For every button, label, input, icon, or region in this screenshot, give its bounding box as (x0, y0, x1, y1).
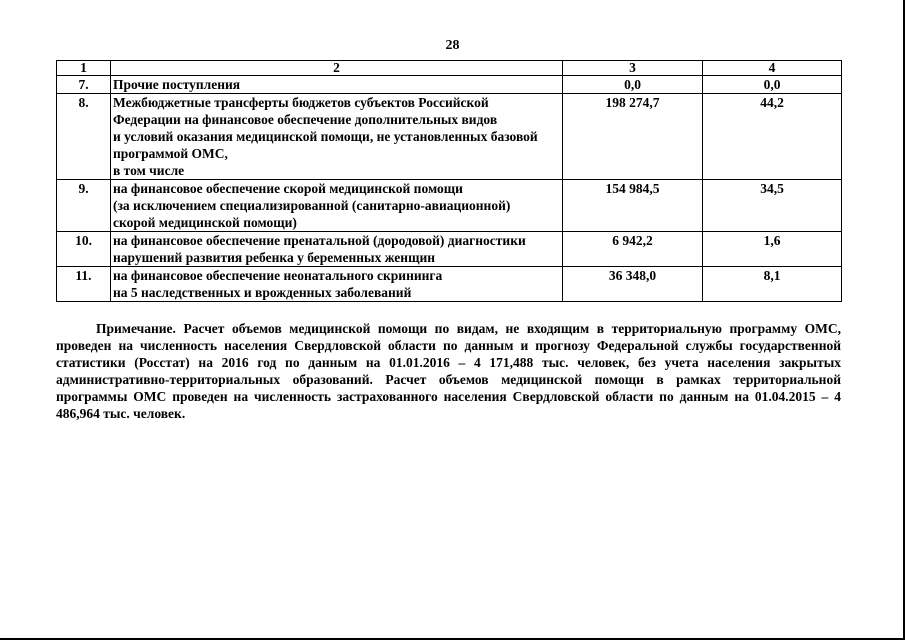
row-description (111, 267, 563, 302)
description-line: (за исключением специализированной (санитарно-авиационной) (113, 198, 511, 213)
description-line: нарушений развития ребенка у беременных женщин (113, 250, 436, 265)
description-line: на финансовое обеспечение пренатальной (дородовой) диагностики (113, 233, 526, 248)
row-number: 11. (57, 267, 111, 302)
note-text: Примечание. Расчет объемов медицинской помощи по видам, не входящим в территориальную программу ОМС, проведен на численность населения Свердловской области по данным и прогнозу Федеральной службы государственной статистики (Росстат) на 2016 год по данным на 01.01.2016 – 4 171,488 тыс. человек, без учета населения закрытых административно-территориальных образований. Расчет объемов медицинской помощи в рамках территориальной программы ОМС проведен на численность застрахованного населения Свердловской области по данным на 01.04.2015 – 4 486,964 тыс. человек. (56, 321, 841, 421)
row-value-col3: 154 984,5 (563, 180, 703, 232)
row-value-col3: 198 274,7 (563, 94, 703, 180)
header-cell: 2 (111, 61, 563, 76)
table-row (57, 76, 842, 94)
row-value-col3: 0,0 (563, 76, 703, 94)
row-value-col4: 44,2 (703, 94, 842, 180)
description-line: на финансовое обеспечение скорой медицинской помощи (113, 181, 463, 196)
header-cell: 4 (703, 61, 842, 76)
row-description (111, 94, 563, 180)
budget-table (56, 60, 842, 302)
page-number: 28 (445, 38, 460, 53)
table-header-row (57, 61, 842, 76)
row-value-col4: 34,5 (703, 180, 842, 232)
row-number: 7. (57, 76, 111, 94)
table-row (57, 267, 842, 302)
row-number: 9. (57, 180, 111, 232)
description-line: на 5 наследственных и врожденных заболеваний (113, 285, 412, 300)
row-value-col4: 1,6 (703, 232, 842, 267)
row-value-col4: 8,1 (703, 267, 842, 302)
row-value-col3: 6 942,2 (563, 232, 703, 267)
description-line: Межбюджетные трансферты бюджетов субъектов Российской (113, 95, 489, 110)
description-line: программой ОМС, (113, 146, 228, 161)
row-description (111, 232, 563, 267)
row-description (111, 76, 563, 94)
header-cell: 1 (57, 61, 111, 76)
table-row (57, 232, 842, 267)
row-number: 8. (57, 94, 111, 180)
description-line: и условий оказания медицинской помощи, не установленных базовой (113, 129, 538, 144)
table-row (57, 180, 842, 232)
description-line: на финансовое обеспечение неонатального скрининга (113, 268, 443, 283)
row-description (111, 180, 563, 232)
description-line: Федерации на финансовое обеспечение дополнительных видов (113, 112, 498, 127)
header-cell: 3 (563, 61, 703, 76)
row-value-col4: 0,0 (703, 76, 842, 94)
table-row (57, 94, 842, 180)
description-line: Прочие поступления (113, 77, 241, 92)
row-value-col3: 36 348,0 (563, 267, 703, 302)
row-number: 10. (57, 232, 111, 267)
description-line: в том числе (113, 163, 185, 178)
note-paragraph (56, 320, 841, 422)
description-line: скорой медицинской помощи) (113, 215, 297, 230)
